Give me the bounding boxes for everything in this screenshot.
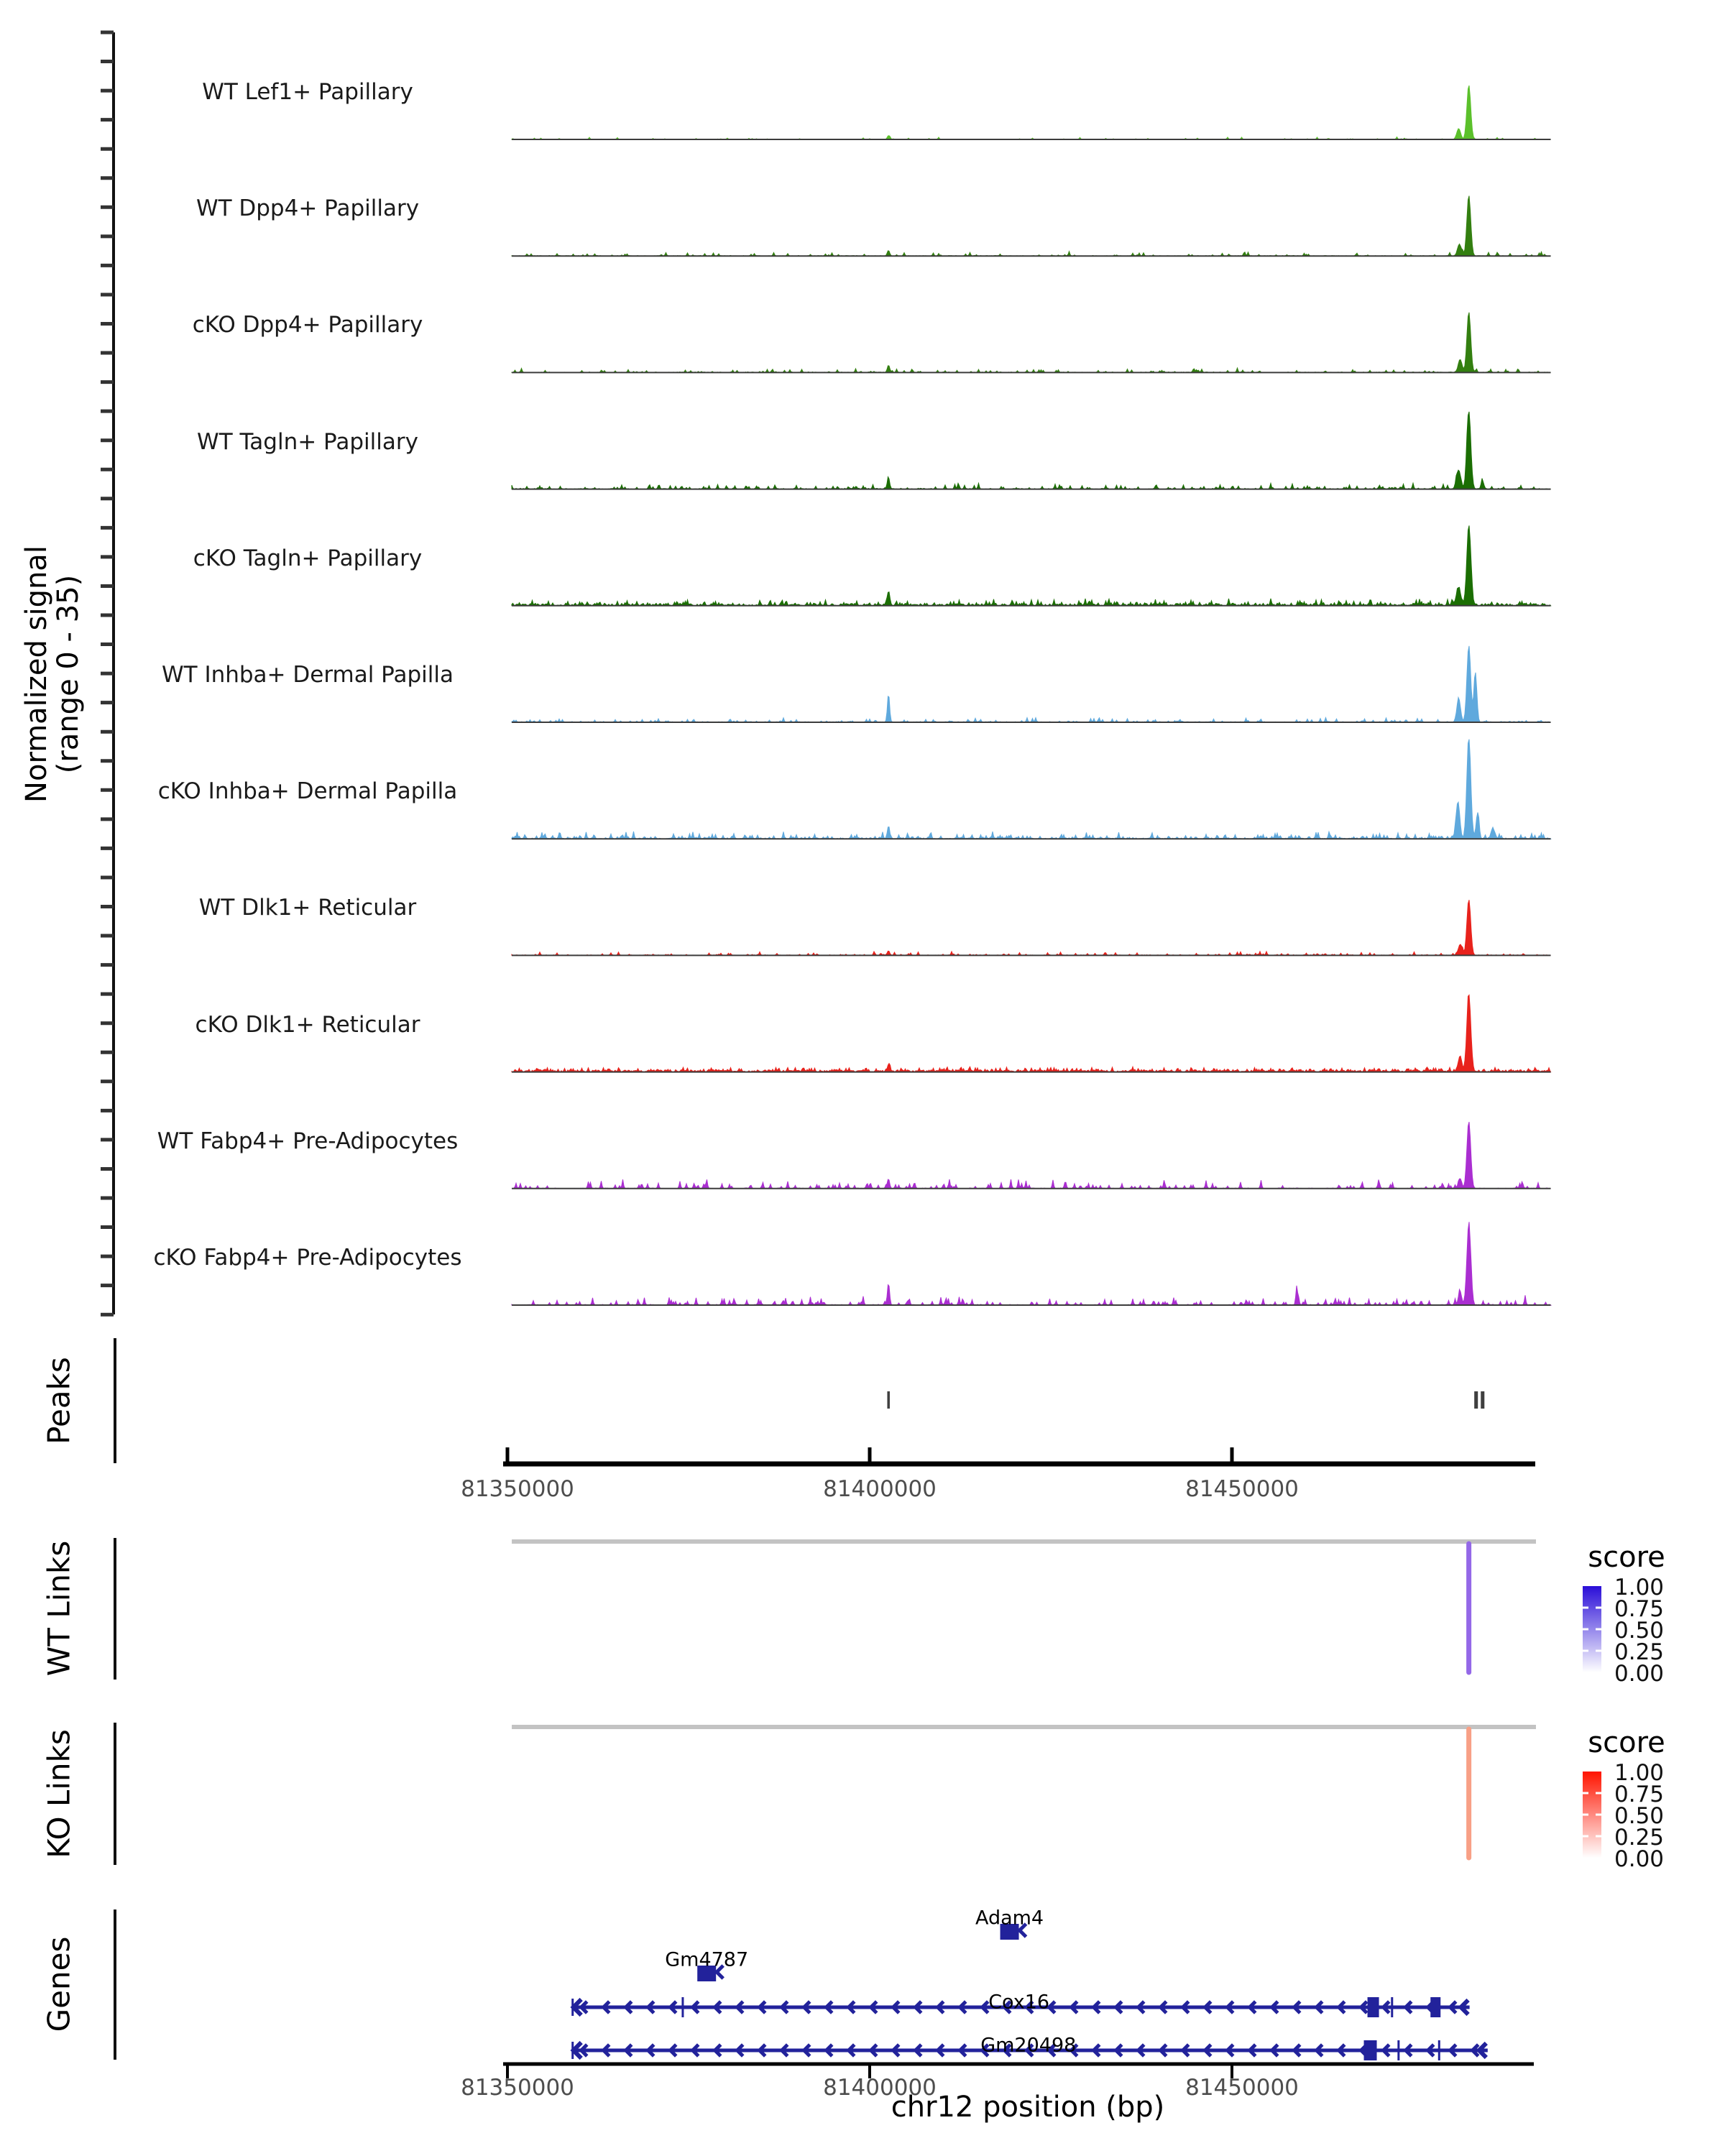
gene-exon-tick: [1438, 2040, 1440, 2060]
genome-axis-lower-ticklabel-2: 81450000: [1185, 2075, 1299, 2101]
x-axis-title: chr12 position (bp): [891, 2091, 1165, 2124]
wt-score-legend-title: score: [1588, 1541, 1665, 1574]
peak-call-mark: [887, 1391, 890, 1409]
gene-exon-tick: [1397, 2040, 1399, 2060]
score-legend-value-ko-0: 1.00: [1614, 1760, 1665, 1786]
section-label-peaks: Peaks: [41, 1357, 77, 1445]
score-bar-tick: [1583, 1628, 1588, 1631]
track-label-2: cKO Dpp4+ Papillary: [192, 312, 423, 338]
track-label-5: WT Inhba+ Dermal Papilla: [162, 662, 454, 688]
track-label-9: WT Fabp4+ Pre-Adipocytes: [157, 1128, 459, 1154]
genome-axis-upper-ticklabel-0: 81350000: [461, 1476, 574, 1502]
score-bar-tick: [1583, 1607, 1588, 1609]
score-bar-tick: [1596, 1792, 1601, 1795]
y-axis-label: [21, 545, 84, 803]
coverage-area-track-9: [512, 1122, 1551, 1189]
track-label-7: WT Dlk1+ Reticular: [198, 895, 417, 921]
genome-axis-lower-ticklabel-0: 81350000: [461, 2075, 574, 2101]
track-label-8: cKO Dlk1+ Reticular: [195, 1011, 420, 1038]
track-label-0: WT Lef1+ Papillary: [202, 79, 413, 105]
coverage-area-track-7: [512, 900, 1551, 955]
gene-label-Adam4: Adam4: [975, 1907, 1044, 1930]
score-bar-tick: [1596, 1628, 1601, 1631]
y-axis-label-line1: Normalized signal: [20, 545, 53, 803]
peak-call-mark: [1474, 1391, 1478, 1409]
gene-label-Gm20498: Gm20498: [980, 2034, 1077, 2057]
coverage-area-track-6: [512, 740, 1551, 839]
score-bar-tick: [1583, 1814, 1588, 1816]
y-axis-label-line2: (range 0 - 35): [52, 574, 85, 774]
coverage-area-track-1: [512, 196, 1551, 257]
score-bar-tick: [1583, 1835, 1588, 1838]
score-bar-tick: [1583, 1792, 1588, 1795]
genome-axis-upper-ticklabel-2: 81450000: [1185, 1476, 1299, 1502]
score-legend-value-ko-3: 0.25: [1614, 1825, 1665, 1851]
score-bar-tick: [1583, 1650, 1588, 1652]
gene-exon-tick: [1391, 1997, 1393, 2017]
score-legend-value-wt-1: 0.75: [1614, 1596, 1665, 1622]
coverage-area-track-2: [512, 313, 1551, 373]
gene-exon-Cox16: [1368, 1997, 1379, 2017]
gene-exon-Gm20498: [1364, 2040, 1377, 2060]
score-legend-value-ko-4: 0.00: [1614, 1846, 1665, 1872]
gene-label-Cox16: Cox16: [988, 1991, 1050, 2014]
score-legend-value-wt-4: 0.00: [1614, 1661, 1665, 1687]
section-label-genes: Genes: [41, 1936, 77, 2032]
track-label-3: WT Tagln+ Papillary: [197, 428, 418, 455]
score-legend-value-ko-1: 0.75: [1614, 1782, 1665, 1807]
coverage-area-track-5: [512, 646, 1551, 722]
coverage-area-track-10: [512, 1222, 1551, 1305]
ko-score-legend-title: score: [1588, 1726, 1665, 1759]
track-label-10: cKO Fabp4+ Pre-Adipocytes: [153, 1245, 462, 1271]
peak-call-mark: [1481, 1391, 1484, 1409]
coverage-area-track-0: [512, 86, 1551, 139]
coverage-area-track-4: [512, 525, 1551, 606]
track-label-1: WT Dpp4+ Papillary: [196, 195, 420, 222]
gene-label-Gm4787: Gm4787: [665, 1948, 749, 1971]
score-bar-tick: [1596, 1835, 1601, 1838]
score-bar-tick: [1596, 1814, 1601, 1816]
score-legend-value-ko-2: 0.50: [1614, 1803, 1665, 1829]
score-legend-value-wt-2: 0.50: [1614, 1618, 1665, 1644]
section-label-wt-links: WT Links: [41, 1540, 77, 1677]
track-label-6: cKO Inhba+ Dermal Papilla: [157, 778, 458, 805]
gene-exon-tick: [681, 1997, 684, 2017]
genome-axis-lower-ticklabel-1: 81400000: [823, 2075, 937, 2101]
score-bar-tick: [1596, 1650, 1601, 1652]
track-label-4: cKO Tagln+ Papillary: [193, 545, 423, 571]
score-legend-value-wt-3: 0.25: [1614, 1639, 1665, 1665]
coverage-area-track-3: [512, 412, 1551, 489]
gene-exon-Cox16: [1430, 1997, 1440, 2017]
coverage-area-track-8: [512, 995, 1551, 1072]
score-legend-value-wt-0: 1.00: [1614, 1575, 1665, 1600]
score-bar-tick: [1596, 1607, 1601, 1609]
section-label-ko-links: KO Links: [41, 1729, 77, 1858]
genome-axis-upper-ticklabel-1: 81400000: [823, 1476, 937, 1502]
